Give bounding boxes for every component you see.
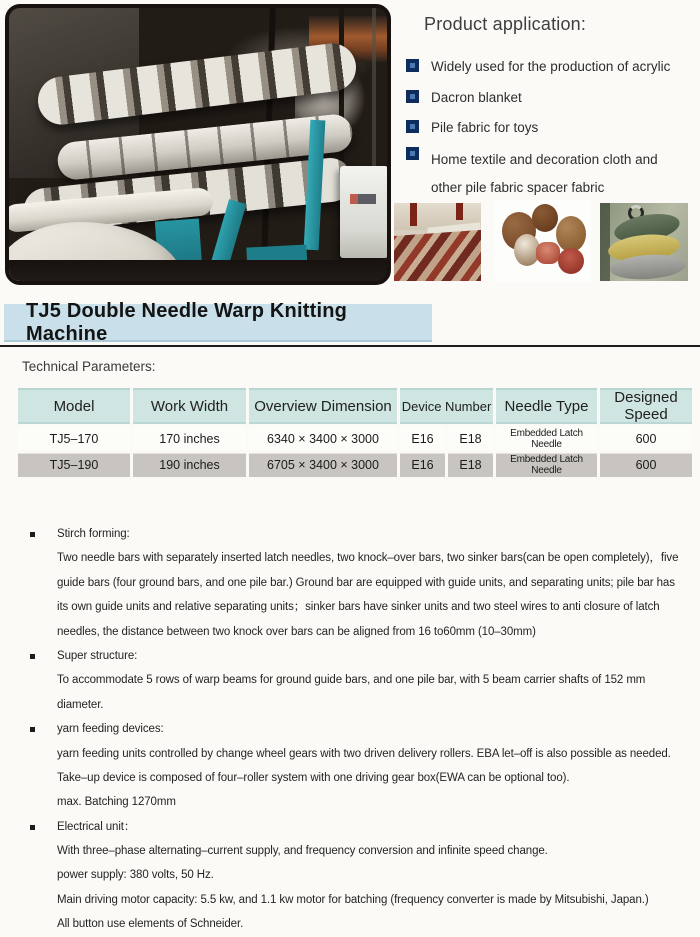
- square-bullet-icon: [406, 59, 419, 72]
- thumb-teddy-bear: [558, 248, 584, 274]
- photo-cabinet-logo: [350, 194, 376, 204]
- application-item-label: Pile fabric for toys: [431, 120, 539, 135]
- spec-sections: [30, 522, 692, 937]
- application-item: [406, 146, 687, 202]
- pillows-photo: [600, 203, 688, 281]
- square-bullet-icon: [30, 654, 35, 659]
- col-header-needle-type: Needle Type: [496, 388, 597, 424]
- spec-text-line: Two needle bars with separately inserted latch needles, two knock–over bars, two sinker bars(can be open completely)，five: [57, 552, 679, 565]
- product-application-title: Product application:: [424, 14, 587, 34]
- spec-title-text: Stirch forming:: [57, 528, 130, 540]
- blanket-photo: [394, 203, 481, 281]
- square-bullet-icon: [406, 90, 419, 103]
- spec-section-title: [30, 644, 692, 668]
- application-item: [406, 89, 522, 106]
- spec-text-line: yarn feeding units controlled by change wheel gears with two driven delivery rollers. EBA let–off is also possible as needed.: [57, 747, 671, 760]
- technical-parameters-table: [18, 388, 692, 477]
- spec-text-line: All button use elements of Schneider.: [57, 918, 244, 931]
- spec-title-text: Electrical unit：: [57, 820, 136, 833]
- col-header-work-width: Work Width: [133, 388, 246, 424]
- table-cell-designed-speed: 600: [600, 453, 692, 477]
- spec-text-line: Take–up device is composed of four–roller system with one driving gear box(EWA can be optional too).: [57, 771, 570, 784]
- application-item-label: Widely used for the production of acrylic: [431, 59, 671, 74]
- table-cell-model: TJ5–170: [18, 427, 130, 450]
- table-cell-device-e18: E18: [448, 453, 493, 477]
- col-header-overview-dimension: Overview Dimension: [249, 388, 397, 424]
- spec-text-line: Main driving motor capacity: 5.5 kw, and 1.1 kw motor for batching (frequency converter is made by Mitsubishi, Japan.): [57, 893, 649, 906]
- spec-text-line: max. Batching 1270mm: [57, 796, 176, 809]
- application-item: [406, 119, 538, 136]
- thumb-teddy-bear: [556, 216, 586, 252]
- application-item-label: Dacron blanket: [431, 90, 522, 105]
- col-header-device-number: Device Number: [400, 388, 493, 424]
- table-cell-designed-speed: 600: [600, 427, 692, 450]
- square-bullet-icon: [30, 825, 35, 830]
- teddy-bears-photo: [494, 200, 591, 282]
- col-header-designed-speed: Designed Speed: [600, 388, 692, 424]
- spec-title-text: Super structure:: [57, 649, 138, 662]
- table-cell-model: TJ5–190: [18, 453, 130, 477]
- spec-text-line: To accommodate 5 rows of warp beams for ground guide bars, and one pile bar, with 5 beam carrier shafts of 152 mm: [57, 674, 646, 687]
- square-bullet-icon: [406, 147, 419, 160]
- col-header-model: Model: [18, 388, 130, 424]
- spec-text-line: With three–phase alternating–current supply, and frequency conversion and infinite speed change.: [57, 845, 548, 858]
- thumb-patterned-blanket: [394, 230, 481, 281]
- table-cell-overview-dimension: 6340 × 3400 × 3000: [249, 427, 397, 450]
- spec-text-line: its own guide units and relative separating units；sinker bars have sinker units and two steel wires to anti closure of latch: [57, 601, 660, 614]
- horizontal-rule: [0, 345, 700, 347]
- square-bullet-icon: [406, 120, 419, 133]
- photo-floor: [9, 260, 391, 285]
- page-title: TJ5 Double Needle Warp Knitting Machine: [4, 304, 432, 342]
- table-cell-work-width: 170 inches: [133, 427, 246, 450]
- thumb-toy-drum: [536, 242, 560, 264]
- table-cell-needle-type: Embedded Latch Needle: [496, 453, 597, 477]
- table-cell-device-e16: E16: [400, 453, 445, 477]
- spec-title-text: yarn feeding devices:: [57, 723, 164, 736]
- spec-section-title: [30, 522, 692, 546]
- table-cell-device-e16: E16: [400, 427, 445, 450]
- spec-section-title: [30, 717, 692, 741]
- thumb-shelf-edge: [600, 203, 610, 281]
- square-bullet-icon: [30, 727, 35, 732]
- application-item-label: Home textile and decoration cloth and other pile fabric spacer fabric: [431, 152, 658, 195]
- thumb-teddy-bear: [532, 204, 558, 232]
- thumb-bedpost: [456, 203, 463, 220]
- spec-text-line: diameter.: [57, 698, 104, 711]
- machine-photo: [5, 4, 391, 285]
- application-item: [406, 58, 670, 75]
- square-bullet-icon: [30, 532, 35, 537]
- spec-text-line: power supply: 380 volts, 50 Hz.: [57, 869, 214, 882]
- spec-text-line: guide bars (four ground bars, and one pile bar.) Ground bar are equipped with guide units, and separating units; pile bar has: [57, 576, 675, 589]
- table-cell-needle-type: Embedded Latch Needle: [496, 427, 597, 450]
- technical-parameters-heading: Technical Parameters:: [22, 359, 156, 374]
- thumb-bedpost: [410, 203, 417, 226]
- spec-section-title: [30, 815, 692, 839]
- photo-control-cabinet: [340, 166, 388, 258]
- table-cell-device-e18: E18: [448, 427, 493, 450]
- table-cell-work-width: 190 inches: [133, 453, 246, 477]
- table-cell-overview-dimension: 6705 × 3400 × 3000: [249, 453, 397, 477]
- spec-text-line: needles, the distance between two knock over bars can be aligned from 16 to60mm (10–30mm): [57, 625, 536, 638]
